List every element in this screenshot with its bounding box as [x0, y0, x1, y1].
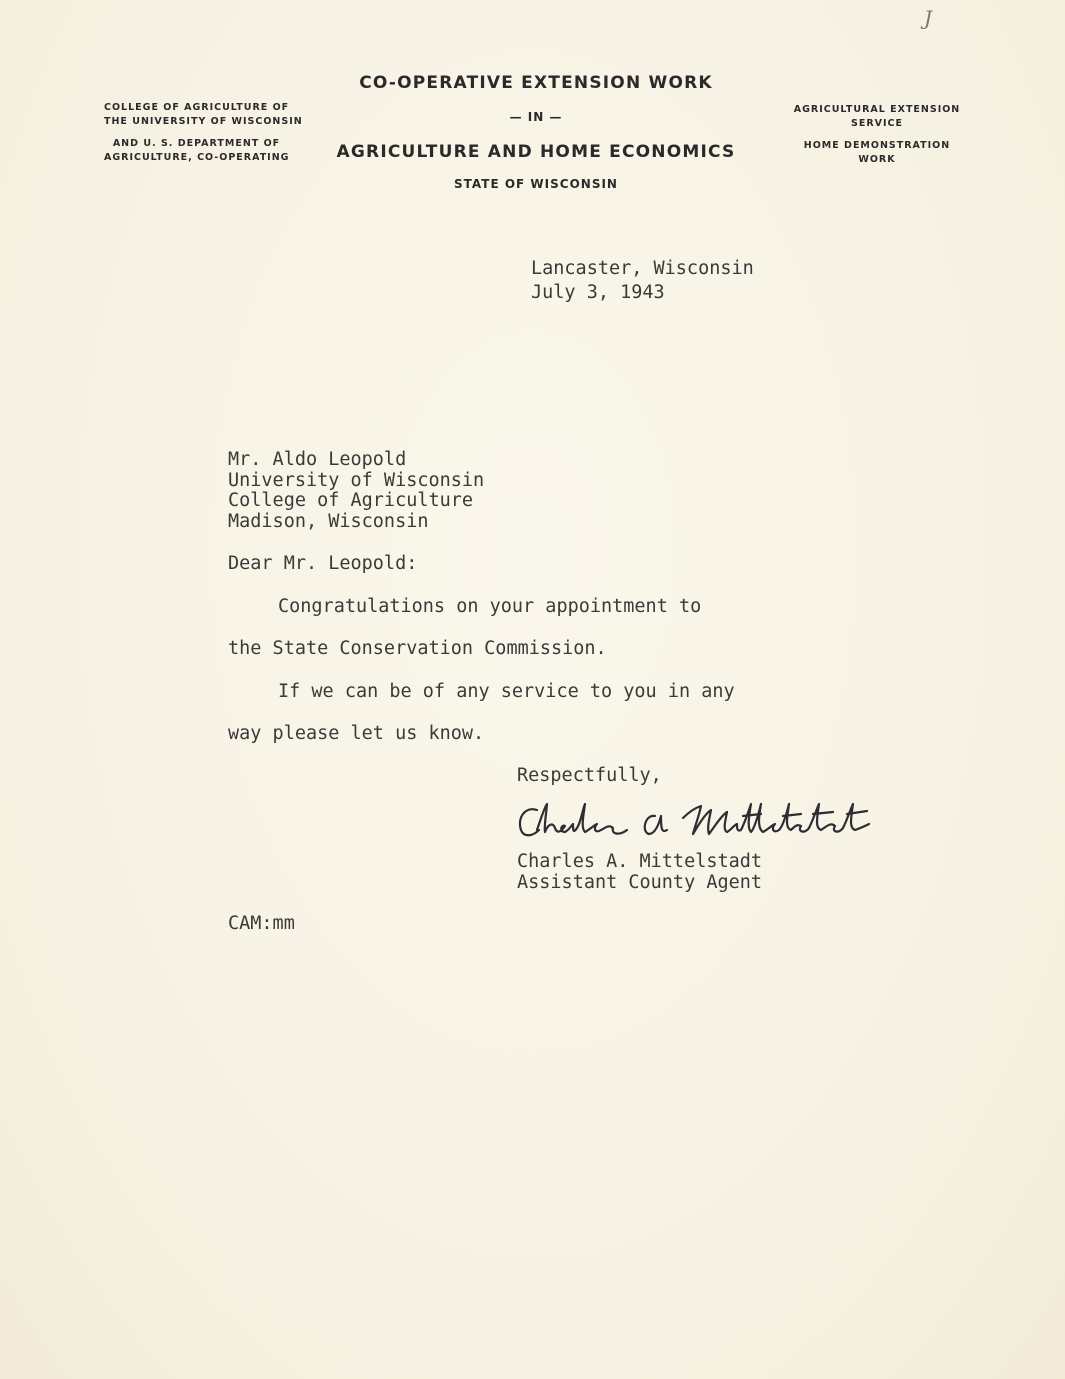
letterhead-left-line-1: COLLEGE OF AGRICULTURE OF [104, 102, 290, 113]
letterhead-left-line-2: THE UNIVERSITY OF WISCONSIN [104, 116, 303, 127]
letterhead-subtitle: AGRICULTURE AND HOME ECONOMICS [336, 142, 736, 162]
recipient-line-3: College of Agriculture [228, 490, 474, 511]
letterhead-left-line-4: AGRICULTURE, CO-OPERATING [104, 152, 290, 163]
closing: Respectfully, [517, 765, 662, 786]
letterhead-right-line-2: SERVICE [851, 118, 903, 129]
letterhead-left-line-3: AND U. S. DEPARTMENT OF [112, 138, 281, 149]
letter-place: Lancaster, Wisconsin [531, 258, 754, 279]
body-line-1: Congratulations on your appointment to [278, 596, 702, 617]
recipient-line-4: Madison, Wisconsin [228, 511, 429, 532]
letterhead-right-line-1: AGRICULTURAL EXTENSION [793, 104, 961, 115]
recipient-line-2: University of Wisconsin [228, 470, 485, 491]
reference-initials: CAM:mm [228, 913, 295, 934]
corner-pencil-mark: J [924, 6, 933, 30]
recipient-line-1: Mr. Aldo Leopold [228, 449, 407, 470]
body-line-3: If we can be of any service to you in any [278, 681, 735, 702]
signer-title: Assistant County Agent [517, 872, 763, 893]
letterhead-state: STATE OF WISCONSIN [454, 177, 618, 191]
letterhead-in: — IN — [509, 110, 563, 124]
letterhead-right-line-3: HOME DEMONSTRATION [803, 140, 951, 151]
letterhead-title: CO-OPERATIVE EXTENSION WORK [359, 73, 713, 93]
letterhead-right-line-4: WORK [858, 154, 896, 165]
body-line-2: the State Conservation Commission. [228, 638, 607, 659]
salutation: Dear Mr. Leopold: [228, 553, 418, 574]
letter-date: July 3, 1943 [531, 282, 665, 303]
handwritten-signature [515, 798, 880, 846]
signer-name: Charles A. Mittelstadt [517, 851, 763, 872]
body-line-4: way please let us know. [228, 723, 485, 744]
